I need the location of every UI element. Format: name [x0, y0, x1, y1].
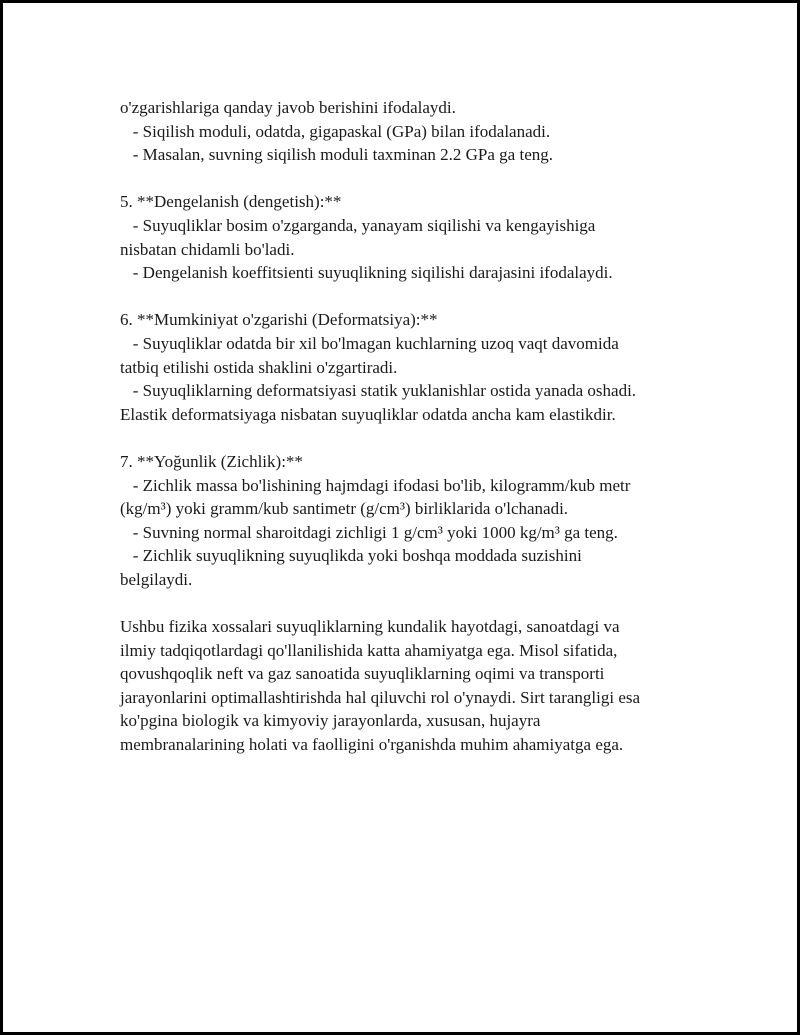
text-line: belgilaydi. [120, 569, 193, 589]
text-line: nisbatan chidamli bo'ladi. [120, 239, 295, 259]
text-line: - Suyuqliklarning deformatsiyasi statik yuklanishlar ostida yanada oshadi. [120, 381, 637, 401]
document-body [120, 96, 720, 757]
text-line: Elastik deformatsiyaga nisbatan suyuqliklar odatda ancha kam elastikdir. [120, 404, 616, 424]
text-line: jarayonlarini optimallashtirishda hal qiluvchi rol o'ynaydi. Sirt tarangligi esa [120, 687, 641, 707]
text-line: o'zgarishlariga qanday javob berishini ifodalaydi. [120, 98, 456, 117]
text-line: 6. **Mumkiniyat o'zgarishi (Deformatsiya):** [120, 310, 438, 330]
text-line: qovushqoqlik neft va gaz sanoatida suyuqliklarning oqimi va transporti [120, 664, 605, 684]
text-line: - Masalan, suvning siqilish moduli taxminan 2.2 GPa ga teng. [120, 145, 553, 165]
text-line: ilmiy tadqiqotlardagi qo'llanilishida katta ahamiyatga ega. Misol sifatida, [120, 640, 618, 660]
text-line: - Suvning normal sharoitdagi zichligi 1 g/cm³ yoki 1000 kg/m³ ga teng. [120, 522, 618, 542]
text-line: 5. **Dengelanish (dengetish):** [120, 192, 342, 212]
blank-line [120, 167, 720, 191]
text-line: tatbiq etilishi ostida shaklini o'zgartiradi. [120, 357, 398, 377]
text-line: Ushbu fizika xossalari suyuqliklarning kundalik hayotdagi, sanoatdagi va [120, 617, 620, 637]
text-line: - Suyuqliklar odatda bir xil bo'lmagan kuchlarning uzoq vaqt davomida [120, 333, 619, 353]
text-line: - Suyuqliklar bosim o'zgarganda, yanayam siqilishi va kengayishiga [120, 215, 596, 235]
text-line: membranalarining holati va faolligini o'rganishda muhim ahamiyatga ega. [120, 735, 624, 755]
text-line: ko'pgina biologik va kimyoviy jarayonlarda, xususan, hujayra [120, 711, 541, 731]
text-line: - Dengelanish koeffitsienti suyuqlikning siqilishi darajasini ifodalaydi. [120, 263, 613, 283]
text-line: - Zichlik massa bo'lishining hajmdagi ifodasi bo'lib, kilogramm/kub metr [120, 475, 631, 495]
blank-line [120, 285, 720, 309]
text-line: 7. **Yoğunlik (Zichlik):** [120, 451, 303, 471]
blank-line [120, 591, 720, 615]
text-line: - Siqilish moduli, odatda, gigapaskal (GPa) bilan ifodalanadi. [120, 121, 551, 141]
text-line: (kg/m³) yoki gramm/kub santimetr (g/cm³) birliklarida o'lchanadi. [120, 499, 569, 519]
text-line: - Zichlik suyuqlikning suyuqlikda yoki boshqa moddada suzishini [120, 546, 582, 566]
blank-line [120, 426, 720, 450]
